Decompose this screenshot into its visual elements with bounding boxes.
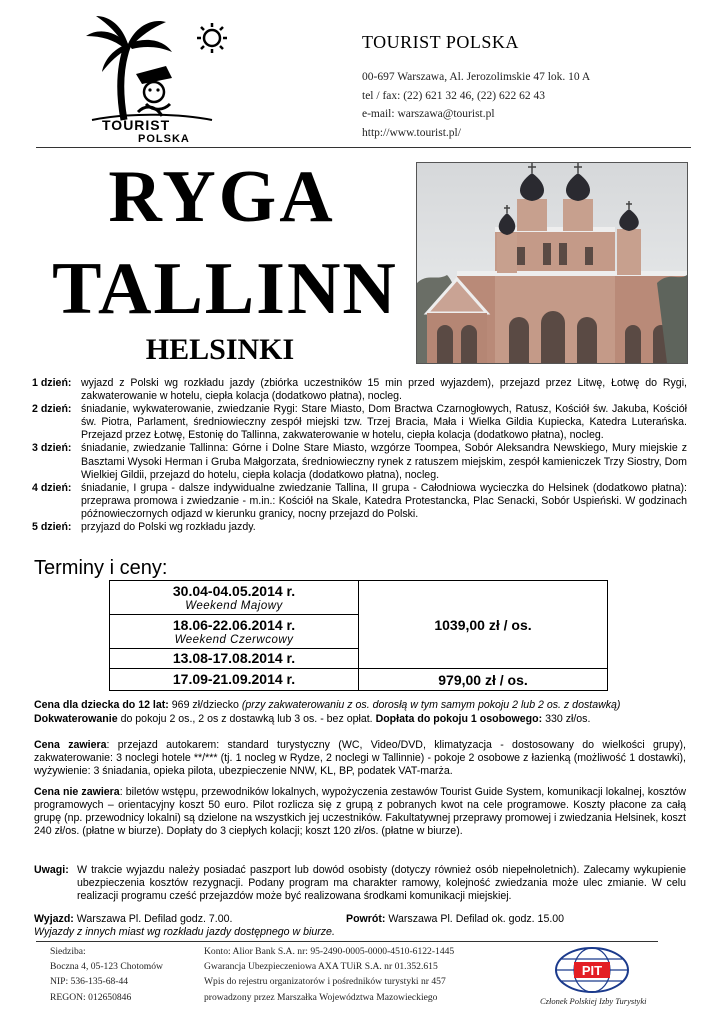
footer-nip: NIP: 536-135-68-44 — [50, 976, 129, 988]
logo-text-tourist: TOURIST — [102, 117, 171, 133]
term-cell — [110, 615, 359, 649]
day-label: 2 dzień: — [32, 403, 72, 416]
title-tallinn: TALLINN — [52, 248, 398, 330]
day-text: śniadanie, zwiedzanie Tallinna: Górne i Dolne Stare Miasto, wzgórze Toompea, Sobór Aleksandra Newskiego, Mury miejskie z Basztami Wysoki Herman i Gruba Małgorzata, średniowieczny rynek z ratuszem miejskim, zespół kamieniczek Trzy Siostry, Dom Wielkiej Gildii, przejazd do hotelu, ciepła kolacja (dodatkowo płatna), nocleg. — [81, 442, 687, 481]
excludes-section — [34, 786, 686, 838]
term-date: 18.06-22.06.2014 r. — [172, 616, 296, 633]
footer-register-authority: prowadzony przez Marszałka Województwa Mazowieckiego — [204, 991, 438, 1003]
term-date: 17.09-21.09.2014 r. — [172, 671, 296, 687]
child-price-label: Cena dla dziecka do 12 lat: — [34, 699, 169, 711]
contact-block — [362, 68, 590, 142]
company-name: TOURIST POLSKA — [362, 32, 519, 52]
single-room-value: 330 zł/os. — [545, 713, 591, 725]
pit-caption: Członek Polskiej Izby Turystyki — [540, 996, 647, 1006]
logo-text-polska: POLSKA — [138, 133, 190, 144]
pit-logo — [552, 945, 632, 995]
includes-section — [34, 739, 686, 778]
footer-address: Boczna 4, 05-123 Chotomów — [50, 961, 163, 973]
itinerary-day — [32, 482, 687, 521]
day-text: przyjazd do Polski wg rozkładu jazdy. — [81, 521, 256, 534]
terms-heading: Terminy i ceny: — [34, 557, 168, 579]
price-cell: 979,00 zł / os. — [359, 669, 608, 691]
term-date: 13.08-17.08.2014 r. — [172, 650, 296, 666]
email[interactable]: e-mail: warszawa@tourist.pl — [362, 108, 495, 120]
excludes-text: : biletów wstępu, przewodników lokalnych, wypożyczenia zestawów Tourist Guide System, komunikacji lokalnej, kosztów programowych – orientacyjny koszt 50 euro. Pilot rozlicza się z grupą z pobranych kwot na cele programowe. Koszty płacone za całą grupę (np. przewodnicy lokalni) są dzielone na wszystkich jej uczestników. Fakultatywnej przeprawy promowej i zwiedzania Helsinek, koszt 240 zł/os. (płatne w biurze). Dopłaty do 3 ciepłych kolacji; koszt 120 zł/os. (płatne w biurze). — [34, 786, 686, 838]
term-note: Weekend Majowy — [185, 599, 283, 612]
extra-bed-text: do pokoju 2 os., 2 os z dostawką lub 3 os. - bez opłat. — [120, 713, 373, 725]
itinerary — [32, 377, 687, 534]
day-text: śniadanie, I grupa - dalsze indywidualne zwiedzanie Tallina, II grupa - Całodniowa wycieczka do Helsinek (dodatkowo płatna): przeprawa promowa i zwiedzanie - m.in.: Kościół na Skale, Katedra Protestancka, Plac Senacki, Sobór Uspieński. W godzinach późnowieczornych odjazd w kierunku granicy, nocny przejazd do Polski. — [81, 481, 687, 520]
includes-text: : przejazd autokarem: standard turystyczny (WC, Video/DVD, klimatyzacja - dostosowany do wielkości grupy), zakwaterowanie: 3 noclegi hotele **/*** (tj. 1 nocleg w Rydze, 2 noclegi w Tallinnie) - pokoje 2 osobowe z łazienką (możliwość 1 dostawki), wyżywienie: 3 śniadania, opieka pilota, ubezpieczenie NNW, KL, BP, podatek VAT-marża. — [34, 739, 686, 778]
footer-bank-account: Konto: Alior Bank S.A. nr: 95-2490-0005-0000-4510-6122-1445 — [204, 946, 455, 957]
return-value: Warszawa Pl. Defilad ok. godz. 15.00 — [388, 913, 565, 925]
departure-value: Warszawa Pl. Defilad godz. 7.00. — [76, 913, 233, 925]
day-label: 4 dzień: — [32, 481, 72, 494]
excludes-label: Cena nie zawiera — [34, 786, 120, 798]
itinerary-day — [32, 377, 687, 403]
footer-divider — [36, 941, 658, 942]
tourist-polska-logo — [62, 8, 242, 144]
notes-text: W trakcie wyjazdu należy posiadać paszport lub dowód osobisty (dotyczy również osób niepełnoletnich). Zalecamy wykupienie ubezpieczenia kosztów rezygnacji. Podany program ma charakter ramowy, kolejność zwiedzania może ulec zmianie. W celu realizacji programu cześć przejazdów może być realizowana środkami komunikacji miejskiej. — [77, 864, 686, 903]
day-label: 5 dzień: — [32, 521, 72, 534]
footer-insurance: Gwarancja Ubezpieczeniowa AXA TUiR S.A. nr 01.352.615 — [204, 961, 438, 973]
title-helsinki: HELSINKI — [145, 333, 295, 366]
itinerary-day — [32, 521, 687, 534]
notes-section — [34, 864, 686, 903]
footer-seat-label: Siedziba: — [50, 946, 86, 957]
address: 00-697 Warszawa, Al. Jerozolimskie 47 lok. 10 A — [362, 71, 591, 83]
other-cities-text: Wyjazdy z innych miast wg rozkładu jazdy dostępnego w biurze. — [34, 926, 335, 938]
table-row — [110, 581, 608, 615]
child-price-note: (przy zakwaterowaniu z os. dorosłą w tym samym pokoju 2 lub 2 os. z dostawką) — [241, 699, 621, 711]
cathedral-photo — [416, 162, 688, 364]
term-note: Weekend Czerwcowy — [174, 633, 294, 646]
itinerary-day — [32, 442, 687, 481]
return-label: Powrót: — [346, 913, 386, 925]
term-date: 30.04-04.05.2014 r. — [172, 582, 296, 599]
term-cell — [110, 669, 359, 691]
notes-label: Uwagi: — [34, 864, 69, 876]
term-cell — [110, 581, 359, 615]
title-ryga: RYGA — [108, 156, 336, 238]
departure-label: Wyjazd: — [34, 913, 74, 925]
table-row — [110, 669, 608, 691]
phone: tel / fax: (22) 621 32 46, (22) 622 62 43 — [362, 89, 546, 102]
extra-bed-label: Dokwaterowanie — [34, 713, 118, 725]
price-cell: 1039,00 zł / os. — [359, 581, 608, 669]
footer-register: Wpis do rejestru organizatorów i pośredników turystyki nr 457 — [204, 976, 446, 988]
day-text: śniadanie, wykwaterowanie, zwiedzanie Rygi: Stare Miasto, Dom Bractwa Czarnogłowych, Ratusz, Kościół św. Jakuba, Kościół św. Piotra, Parlament, średniowieczny zespół miejski tzw. Trzej Bracia, Mała i Wielka Gildia Kupiecka, Katedra Luterańska. Przejazd przez Łotwę, Estonię do Tallinna, zakwaterowanie w hotelu, ciepła kolacja (dodatkowo płatna), nocleg. — [81, 403, 687, 442]
child-price-value: 969 zł/dziecko — [171, 699, 239, 711]
return-line — [346, 913, 686, 926]
day-label: 1 dzień: — [32, 377, 72, 389]
day-text: wyjazd z Polski wg rozkładu jazdy (zbiórka uczestników 15 min przed wyjazdem), przejazd przez Litwę, Łotwę do Rygi, zakwaterowanie w hotelu, ciepła kolacja (dodatkowo płatna), nocleg. — [81, 377, 687, 403]
term-cell — [110, 649, 359, 669]
footer-regon: REGON: 012650846 — [50, 991, 132, 1003]
extra-bed-line — [34, 713, 686, 726]
includes-label: Cena zawiera — [34, 739, 107, 751]
day-label: 3 dzień: — [32, 442, 72, 455]
footer-bank-info — [204, 944, 454, 1005]
website-link[interactable]: http://www.tourist.pl/ — [362, 126, 461, 139]
other-cities-note — [34, 926, 686, 939]
price-table — [109, 580, 608, 691]
footer-company-info — [50, 944, 163, 1005]
pit-logo-text: PIT — [581, 963, 603, 978]
itinerary-day — [32, 403, 687, 442]
single-room-label: Dopłata do pokoju 1 osobowego: — [375, 713, 543, 725]
child-price-line — [34, 699, 686, 712]
header-divider — [36, 147, 691, 148]
